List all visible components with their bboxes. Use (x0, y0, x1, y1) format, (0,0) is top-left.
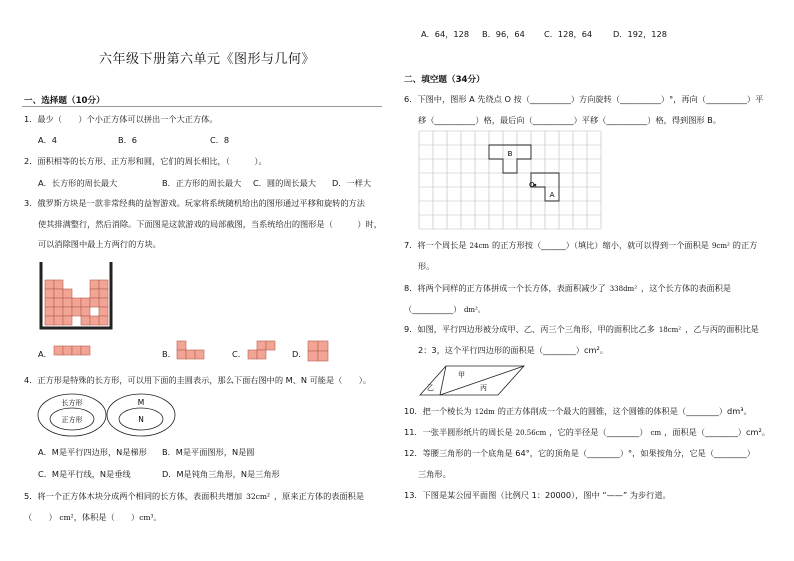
q1-option-a: A．4 (38, 135, 57, 145)
q9-line1: 9．如图，平行四边形被分成甲、乙、丙三个三角形，甲的面积比乙多 18cm² ，乙与丙的面积比是 (404, 324, 759, 334)
prev-option-a: A．64，128 (421, 29, 470, 39)
q4-text: 4．正方形是特殊的长方形，可以用下面的圭圆表示，那么下面右图中的 M、N 可能是（ ）。 (24, 375, 372, 385)
q10-text: 10．把一个棱长为 12dm 的正方体削成一个最大的圆锥，这个圆锥的体积是（________）dm³。 (404, 406, 752, 416)
q3-option-a: A． (38, 349, 52, 359)
q5-line1: 5．将一个正方体木块分成两个相同的长方体，表面积共增加 32cm² ，原来正方体的表面积是 (24, 491, 365, 501)
q12-line1: 12．等腰三角形的一个底角是 64°，它的顶角是（________）°，如果按角分，它是（________） (404, 448, 755, 458)
q3-line2: 使其排满整行，然后消除。下面图是这款游戏的局部截图，当系统给出的图形是（ ）时， (38, 219, 382, 229)
q1-option-c: C．8 (210, 135, 230, 145)
prev-option-c: C．128，64 (544, 29, 593, 39)
q3-line3: 可以消除图中最上方两行的方块。 (38, 239, 161, 249)
q3-option-b: B． (162, 349, 176, 359)
q7-line2: 形。 (418, 261, 435, 271)
triangle-yi-label: 乙 (427, 384, 434, 392)
q8-line1: 8．将两个同样的正方体拼成一个长方体，表面积减少了 338dm² ，这个长方体的表面积是 (404, 283, 732, 293)
q4-option-c: C．M是平行线，N是垂线 (38, 469, 131, 479)
q2-option-c: C．圆的周长最大 (253, 178, 317, 188)
q4-option-a: A．M是平行四边形，N是梯形 (38, 447, 147, 457)
triangle-jia-label: 甲 (458, 371, 465, 379)
q3-line1: 3．俄罗斯方块是一款非常经典的益智游戏。玩家将系统随机给出的图形通过平移和旋转的方法 (24, 198, 365, 208)
section-divider (22, 106, 382, 107)
q3-option-c: C． (232, 349, 246, 359)
q2-text: 2．面积相等的长方形、正方形和圆，它们的周长相比，（ ）。 (24, 156, 267, 166)
q9-parallelogram-figure (418, 364, 528, 398)
section-fill-heading: 二、填空题（34分） (404, 75, 485, 85)
q7-line1: 7．将一个周长是 24cm 的正方形按（______）（填比）缩小，就可以得到一个面积是 9cm² 的正方 (404, 240, 758, 250)
venn-m-label: M (137, 398, 145, 407)
q13-text: 13．下图是某公园平面图（比例尺 1：20000），图中 “——” 为步行道。 (404, 490, 671, 500)
q6-line1: 6．下图中，图形 A 先绕点 O 按（__________）方向旋转（__________）°，再向（__________）平 (404, 94, 764, 104)
q3-option-d: D． (292, 349, 307, 359)
prev-option-d: D．192，128 (613, 29, 667, 39)
shape-b-label: B (507, 150, 513, 158)
q2-option-a: A．长方形的周长最大 (38, 178, 118, 188)
page-title: 六年级下册第六单元《图形与几何》 (99, 52, 316, 67)
q8-line2: （__________） dm²。 (404, 304, 485, 314)
q6-line2: 移（__________）格，最后向（__________）平移（__________）格，得到图形 B。 (418, 115, 721, 125)
q9-line2: 2：3，这个平行四边形的面积是（________）cm²。 (418, 345, 608, 355)
q2-option-b: B．正方形的周长最大 (162, 178, 242, 188)
q3-option-b-shape (176, 340, 208, 362)
tetris-screenshot-figure (38, 261, 114, 331)
q11-text: 11．一张半圆形纸片的周长是 20.56cm ，它的半径是（________） cm ，面积是（________）cm²。 (404, 427, 770, 437)
venn-outer-label: 长方形 (61, 399, 83, 407)
q1-option-b: B．6 (118, 135, 138, 145)
q5-line2: （ ） cm²，体积是（ ）cm³。 (24, 512, 162, 522)
venn-n-label: N (138, 415, 144, 424)
q3-option-d-shape (307, 340, 331, 364)
shape-a-label: A (549, 191, 555, 199)
q2-option-d: D．一样大 (332, 178, 372, 188)
q4-option-b: B．M是平面图形，N是圆 (162, 447, 255, 457)
q4-option-d: D．M是钝角三角形，N是三角形 (162, 469, 280, 479)
q4-venn-diagrams (36, 392, 206, 438)
q6-rotation-grid (418, 130, 613, 230)
q1-text: 1．最少（ ）个小正方体可以拼出一个大正方体。 (24, 114, 218, 124)
section-choice-heading: 一、选择题（10分） (24, 96, 105, 106)
q12-line2: 三角形。 (418, 469, 451, 479)
venn-inner-label: 正方形 (61, 416, 83, 424)
triangle-bing-label: 丙 (480, 384, 487, 392)
q3-option-a-shape (53, 345, 93, 357)
point-o-label: O (529, 181, 535, 189)
prev-option-b: B．96，64 (482, 29, 525, 39)
q3-option-c-shape (247, 340, 279, 362)
